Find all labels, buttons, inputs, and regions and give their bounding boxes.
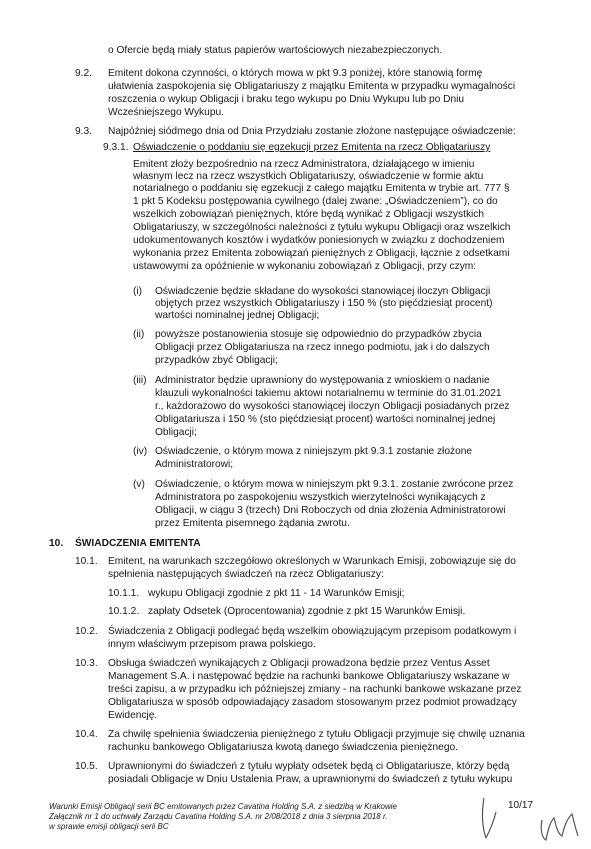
section-number: 10.2.	[75, 626, 98, 637]
paragraph-line: własnym lecz na rzecz wszystkich Obligatariuszy, oświadczenie w formie aktu	[133, 171, 484, 182]
paragraph-line: ułatwienia zaspokojenia się Obligatariuszy z majątku Emitenta w przypadku wymagalności	[108, 81, 516, 92]
paragraph-line: Najpóźniej siódmego dnia od Dnia Przydziału zostanie złożone następujące oświadczenie:	[108, 126, 516, 137]
section-number: 9.3.	[75, 126, 92, 137]
paragraph-line: Za chwilę spełnienia świadczenia pieniężnego z tytułu Obligacji przyjmuje się chwilę uznania	[108, 729, 525, 740]
list-marker: (ii)	[133, 329, 145, 340]
paragraph-line: Wcześniejszego Wykupu.	[108, 107, 224, 118]
paragraph-line: Obsługa świadczeń wynikających z Obligacji prowadzona będzie przez Ventus Asset	[108, 658, 490, 669]
paragraph-line: zapłaty Odsetek (Oprocentowania) zgodnie z pkt 15 Warunków Emisji.	[148, 606, 466, 617]
list-item-line: Administratorowi;	[155, 459, 234, 470]
paragraph-line: Emitent, na warunkach szczegółowo określonych w Warunkach Emisji, zobowiązuje się do	[108, 556, 516, 567]
paragraph-line: Ewidencję.	[108, 710, 158, 721]
list-item-line: Obligacji;	[155, 427, 197, 438]
paragraph-line: Obligatariusza w sposób odpowiadający zasadom stosowanym przez podmiot prowadzący	[108, 697, 517, 708]
list-item-line: powyższe postanowienia stosuje się odpowiednio do przypadków zbycia	[155, 329, 482, 340]
subsection-number: 10.1.2.	[108, 606, 140, 617]
list-item-line: przez Emitenta pisemnego żądania zwrotu.	[155, 518, 350, 529]
footer-line: w sprawie emisji obligacji serii BC	[49, 822, 169, 831]
page-number: 10/17	[508, 800, 534, 811]
handwritten-initials-signature	[472, 790, 582, 845]
paragraph-line: roszczenia o wykup Obligacji i braku tego wykupu po Dniu Wykupu lub po Dniu	[108, 94, 465, 105]
paragraph-line: wszelkich zobowiązań pieniężnych, które będą wynikać z Obligacji wszystkich	[133, 209, 485, 220]
section-number: 10.1.	[75, 556, 98, 567]
list-item-line: Administrator będzie uprawniony do występowania z wnioskiem o nadanie	[155, 375, 490, 386]
section-heading: ŚWIADCZENIA EMITENTA	[75, 538, 201, 549]
footer-line: Załącznik nr 1 do uchwały Zarządu Cavatina Holding S.A. nr 2/08/2018 z dnia 3 sierpnia 2018 r.	[49, 812, 388, 821]
intro-line: o Ofercie będą miały status papierów wartościowych niezabezpieczonych.	[108, 45, 443, 56]
paragraph-line: spełnienia następujących świadczeń na rzecz Obligatariuszy:	[108, 569, 384, 580]
list-item-line: Obligacji przez Obligatariusza na rzecz innego podmiotu, jak i do dalszych	[155, 342, 490, 353]
paragraph-line: wykonania przez Emitenta zobowiązań pieniężnych z Obligacji, łącznie z odsetkami	[133, 248, 510, 259]
list-item-line: wartości nominalnej jednej Obligacji;	[155, 310, 320, 321]
section-number: 9.2.	[75, 68, 92, 79]
section-number: 10.4.	[75, 729, 98, 740]
paragraph-line: rachunku bankowego Obligatariusza kwotą danego świadczenia pieniężnego.	[108, 742, 459, 753]
list-item-line: Administratora po zaspokojeniu wszystkich wierzytelności wynikających z	[155, 492, 486, 503]
paragraph-line: Emitent dokona czynności, o których mowa w pkt 9.3 poniżej, które stanowią formę	[108, 68, 483, 79]
list-item-line: klauzuli wykonalności takiemu aktowi notarialnemu w terminie do 31.01.2021	[155, 388, 502, 399]
paragraph-line: wykupu Obligacji zgodnie z pkt 11 - 14 Warunków Emisji;	[148, 588, 405, 599]
subsection-number: 10.1.1.	[108, 588, 140, 599]
paragraph-line: Uprawnionymi do świadczeń z tytułu wypłaty odsetek będą ci Obligatariusze, którzy będą	[108, 761, 510, 772]
section-number: 10.5.	[75, 761, 98, 772]
paragraph-line: Emitent złoży bezpośrednio na rzecz Administratora, działającego w imieniu	[133, 159, 475, 170]
paragraph-line: innym właściwym przepisom prawa polskiego.	[108, 639, 316, 650]
list-item-line: Oświadczenie, o którym mowa z niniejszym pkt 9.3.1 zostanie złożone	[155, 446, 473, 457]
list-marker: (iv)	[133, 446, 148, 457]
paragraph-line: ustawowymi za opóźnienie w wykonaniu zobowiązań z Obligacji, przy czym:	[133, 261, 477, 272]
paragraph-line: notarialnego o poddaniu się egzekucji z całego majątku Emitenta w trybie art. 777 §	[133, 183, 510, 194]
footer-line: Warunki Emisji Obligacji serii BC emitowanych przez Cavatina Holding S.A. z siedzibą w Krakowie	[49, 802, 397, 811]
paragraph-line: 1 pkt 5 Kodeksu postępowania cywilnego (dalej zwane: „Oświadczeniem”), co do	[133, 196, 498, 207]
list-item-line: objętych przez wszystkich Obligatariuszy i 150 % (sto pięćdziesiąt procent)	[155, 298, 493, 309]
section-number: 10.	[49, 538, 64, 549]
paragraph-line: Management S.A. i następować będzie na rachunki bankowe Obligatariuszy wskazane w	[108, 671, 510, 682]
paragraph-line: treści zapisu, a w przypadku ich późniejszej zmiany - na rachunki bankowe wskazane przez	[108, 684, 522, 695]
list-item-line: przypadków zbyć Obligacji;	[155, 355, 278, 366]
list-marker: (i)	[133, 286, 143, 297]
list-item-line: r., każdorazowo do wysokości stanowiącej iloczyn Obligacji posiadanych przez	[155, 401, 510, 412]
list-marker: (v)	[133, 479, 145, 490]
list-item-line: Obligacji, w ciągu 3 (trzech) Dni Roboczych od dnia złożenia Administratorowi	[155, 505, 506, 516]
list-marker: (iii)	[133, 375, 147, 386]
list-item-line: Oświadczenie będzie składane do wysokości stanowiącej iloczyn Obligacji	[155, 286, 491, 297]
paragraph-line: udokumentowanych kosztów i wydatków poniesionych w związku z dochodzeniem	[133, 235, 505, 246]
paragraph-line: posiadali Obligacje w Dniu Ustalenia Praw, a uprawnionymi do świadczeń z tytułu wykupu	[108, 774, 513, 785]
section-number: 10.3.	[75, 658, 98, 669]
subsection-title: Oświadczenie o poddaniu się egzekucji przez Emitenta na rzecz Obligatariuszy	[133, 142, 491, 153]
paragraph-line: Świadczenia z Obligacji podlegać będą wszelkim obowiązującym przepisom podatkowym i	[108, 626, 517, 637]
list-item-line: Oświadczenie, o którym mowa w niniejszym pkt 9.3.1. zostanie zwrócone przez	[155, 479, 514, 490]
subsection-number: 9.3.1.	[103, 142, 129, 153]
paragraph-line: Obligatariuszy, w szczególności należności z tytułu wykupu Obligacji oraz wszelkich	[133, 222, 511, 233]
list-item-line: Obligatariusza i 150 % (sto pięćdziesiąt procent) wartości nominalnej jednej	[155, 414, 496, 425]
